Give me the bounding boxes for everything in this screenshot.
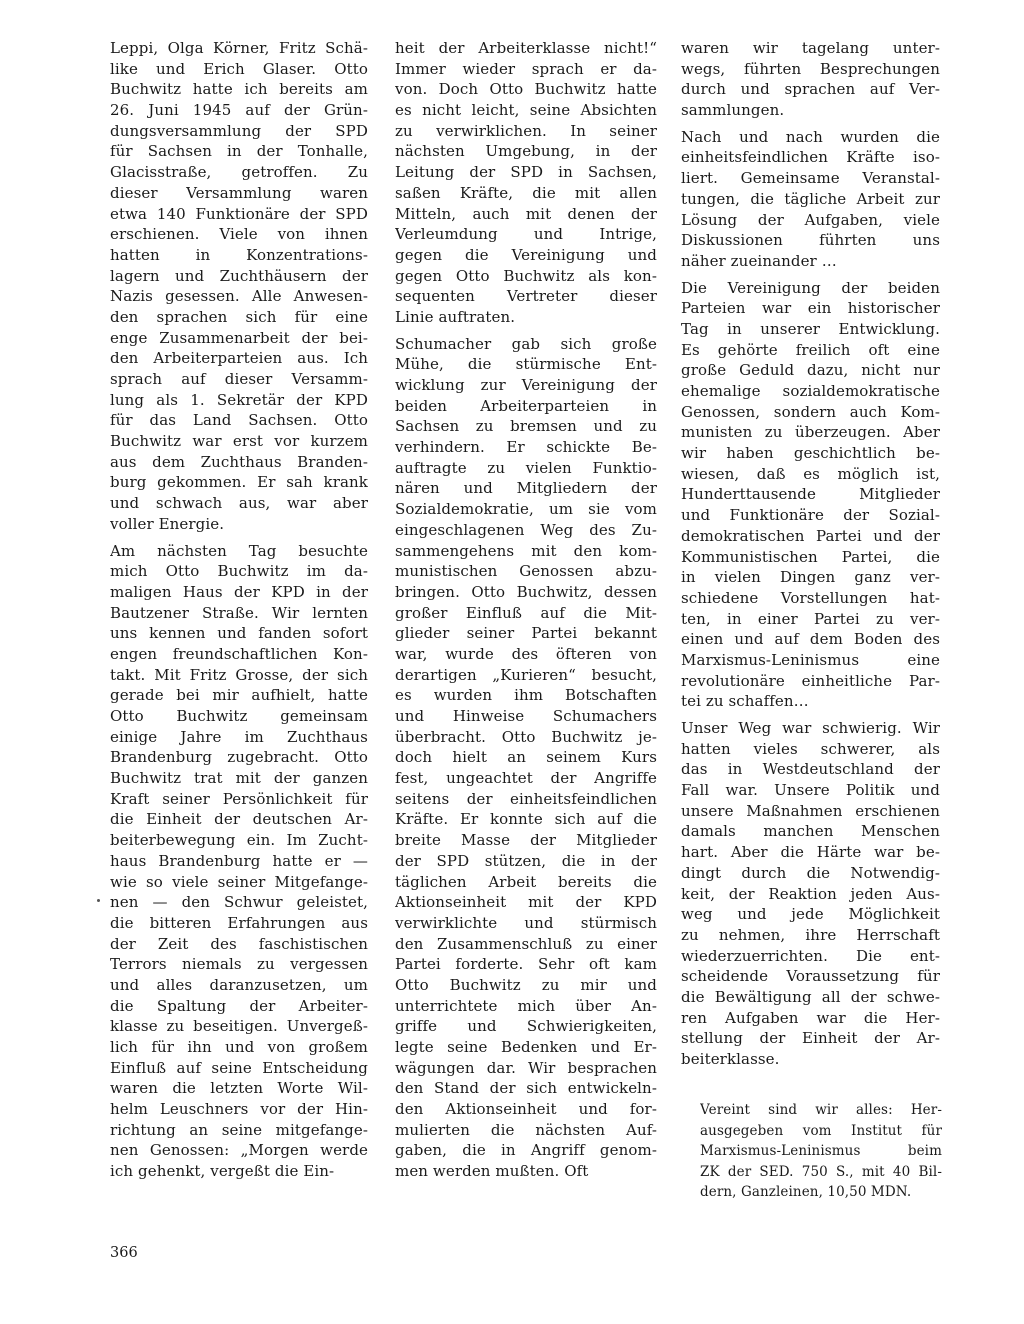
paragraph (110, 38, 368, 535)
text-line: die Einheit der deutschen Ar- (110, 810, 368, 829)
text-line: uns kennen und fanden sofort (110, 624, 368, 643)
text-line: großer Einfluß auf die Mit- (395, 603, 657, 622)
text-line: breite Masse der Mitglieder (395, 831, 657, 850)
text-line: ren Aufgaben war die Her- (681, 1008, 940, 1027)
text-line: fest, ungeachtet der Angriffe (395, 769, 657, 788)
text-line: maligen Haus der KPD in der (110, 582, 368, 601)
text-line: Leppi, Olga Körner, Fritz Schä- (110, 39, 368, 57)
text-line: Buchwitz hatte ich bereits am (110, 80, 368, 99)
text-line: die Bewältigung all der schwe- (681, 987, 940, 1006)
text-line: durch und sprachen auf Ver- (681, 80, 940, 99)
text-line: dingt durch die Notwendig- (681, 863, 940, 882)
text-line: mich Otto Buchwitz im da- (110, 562, 368, 581)
text-line: beiterbewegung ein. Im Zucht- (110, 831, 368, 850)
text-line: Diskussionen führten uns (681, 231, 940, 250)
text-line: Parteien war ein historischer (681, 299, 940, 318)
text-line: in vielen Dingen ganz ver- (681, 568, 940, 587)
text-line: scheidende Voraussetzung für (681, 967, 940, 986)
text-line: einige Jahre im Zuchthaus (110, 727, 368, 746)
text-line: Hunderttausende Mitglieder (681, 485, 940, 504)
text-line: Aktionseinheit mit der KPD (395, 893, 657, 912)
text-line: verwirklichte und stürmisch (395, 913, 657, 932)
text-line: die bitteren Erfahrungen aus (110, 913, 368, 932)
paragraph (681, 127, 940, 272)
text-line: lich für ihn und von großem (110, 1038, 368, 1056)
text-line: den Zusammenschluß zu einer (395, 934, 657, 953)
text-line: die Spaltung der Arbeiter- (110, 996, 368, 1015)
text-column-left (110, 38, 368, 1188)
text-line: und Hinweise Schumachers (395, 707, 657, 725)
text-line: enge Zusammenarbeit der bei- (110, 328, 368, 347)
text-line: nen Genossen: „Morgen werde (110, 1141, 368, 1160)
text-line: wägungen dar. Wir besprachen (395, 1058, 657, 1077)
text-line: Buchwitz trat mit der ganzen (110, 769, 368, 788)
text-line: hatten vieles schwerer, als (681, 739, 940, 758)
paragraph (681, 718, 940, 1070)
text-line: richtung an seine mitgefange- (110, 1120, 368, 1139)
text-line: lagern und Zuchthäusern der (110, 266, 368, 285)
paragraph (681, 278, 940, 712)
text-line: men werden mußten. Oft (395, 1162, 589, 1181)
text-line: den sprachen sich für eine (110, 307, 368, 326)
text-line: munistischen Genossen abzu- (395, 562, 657, 581)
paragraph (110, 541, 368, 1182)
text-line: derartigen „Kurieren“ besucht, (395, 665, 657, 684)
text-line: dern, Ganzleinen, 10,50 MDN. (700, 1184, 912, 1201)
text-line: wegs, führten Besprechungen (681, 59, 940, 78)
text-line: Bautzener Straße. Wir lernten (110, 603, 368, 622)
text-line: legte seine Bedenken und Er- (395, 1038, 657, 1056)
text-line: Buchwitz war erst vor kurzem (110, 432, 368, 451)
text-line: ich gehenkt, vergeßt die Ein- (110, 1162, 335, 1181)
text-line: engen freundschaftlichen Kon- (110, 644, 368, 663)
text-line: den Aktionseinheit und for- (395, 1100, 657, 1119)
text-line: Nach und nach wurden die (681, 127, 940, 146)
text-line: ZK der SED. 750 S., mit 40 Bil- (700, 1163, 942, 1180)
text-line: täglichen Arbeit bereits die (395, 872, 657, 891)
text-line: waren die letzten Worte Wil- (110, 1079, 368, 1098)
text-line: helm Leuschners vor der Hin- (110, 1100, 368, 1119)
text-column-right (681, 38, 940, 1076)
text-line: dieser Versammlung waren (110, 183, 368, 202)
text-line: Immer wieder sprach er da- (395, 59, 657, 78)
text-line: nen — den Schwur geleistet, (110, 893, 368, 912)
text-line: seitens der einheitsfeindlichen (395, 789, 657, 808)
text-line: Mühe, die stürmische Ent- (395, 355, 657, 374)
text-line: beiterklasse. (681, 1050, 780, 1068)
text-line: den Arbeiterparteien aus. Ich (110, 349, 368, 368)
text-line: eingeschlagenen Weg des Zu- (395, 520, 657, 539)
paragraph (395, 334, 657, 1182)
text-line: hatten in Konzentrations- (110, 245, 368, 264)
text-line: für Sachsen in der Tonhalle, (110, 142, 368, 161)
text-line: von. Doch Otto Buchwitz hatte (395, 80, 657, 99)
text-line: auftragte zu vielen Funktio- (395, 458, 657, 477)
text-line: takt. Mit Fritz Grosse, der sich (110, 665, 368, 684)
text-line: beiden Arbeiterparteien in (395, 396, 657, 415)
text-line: revolutionäre einheitliche Par- (681, 671, 940, 690)
text-line: Linie auftraten. (395, 307, 516, 326)
text-line: Es gehörte freilich oft eine (681, 340, 940, 359)
text-line: Leitung der SPD in Sachsen, (395, 163, 657, 182)
text-line: mulierten die nächsten Auf- (395, 1120, 657, 1139)
text-line: etwa 140 Funktionäre der SPD (110, 204, 368, 223)
text-line: sammlungen. (681, 101, 785, 120)
text-line: Kräfte. Er konnte sich auf die (395, 810, 657, 829)
text-line: griffe und Schwierigkeiten, (395, 1017, 657, 1036)
text-line: schiedene Vorstellungen hat- (681, 588, 940, 607)
text-line: heit der Arbeiterklasse nicht!“ (395, 39, 657, 57)
text-line: Genossen, sondern auch Kom- (681, 402, 940, 421)
text-line: aus dem Zuchthaus Branden- (110, 452, 368, 471)
text-line: Otto Buchwitz gemeinsam (110, 707, 368, 725)
text-line: Partei forderte. Sehr oft kam (395, 955, 657, 974)
text-line: doch hielt an seinem Kurs (395, 748, 657, 767)
text-line: Kommunistischen Partei, die (681, 547, 940, 566)
text-line: Kraft seiner Persönlichkeit für (110, 789, 368, 808)
text-line: burg gekommen. Er sah krank (110, 473, 368, 492)
text-line: Vereint sind wir alles: Her- (700, 1102, 942, 1118)
page-number: 366 (110, 1245, 138, 1261)
text-line: Marxismus-Leninismus eine (681, 650, 940, 669)
text-line: nären und Mitgliedern der (395, 479, 657, 498)
text-line: weg und jede Möglichkeit (681, 905, 940, 924)
text-line: glieder seiner Partei bekannt (395, 624, 657, 643)
text-line: ehemalige sozialdemokratische (681, 382, 940, 400)
text-line: verhindern. Er schickte Be- (395, 438, 657, 457)
text-line: ten, in einer Partei zu ver- (681, 609, 940, 628)
text-line: und alles daranzusetzen, um (110, 975, 368, 994)
text-line: waren wir tagelang unter- (681, 39, 940, 57)
text-line: der SPD stützen, die in der (395, 851, 657, 870)
text-line: Unser Weg war schwierig. Wir (681, 719, 940, 737)
text-line: einen und auf dem Boden des (681, 630, 940, 649)
text-line: Schumacher gab sich große (395, 334, 657, 353)
text-line: klasse zu beseitigen. Unvergeß- (110, 1017, 368, 1036)
text-line: Sozialdemokratie, um sie vom (395, 500, 657, 519)
text-line: für das Land Sachsen. Otto (110, 411, 368, 430)
text-line: bringen. Otto Buchwitz, dessen (395, 582, 657, 601)
text-line: tei zu schaffen… (681, 692, 809, 711)
text-line: es wurden ihm Botschaften (395, 686, 657, 705)
text-line: war, wurde des öfteren von (395, 644, 657, 663)
text-line: demokratischen Partei und der (681, 526, 940, 545)
text-line: näher zueinander … (681, 251, 837, 270)
text-line: wiederzuerrichten. Die ent- (681, 946, 940, 965)
text-line: Terrors niemals zu vergessen (110, 955, 368, 974)
text-line: Einfluß auf seine Entscheidung (110, 1058, 368, 1077)
text-line: es nicht leicht, seine Absichten (395, 101, 657, 120)
text-line: große Geduld dazu, nicht nur (681, 361, 940, 380)
text-line: Die Vereinigung der beiden (681, 278, 940, 297)
text-line: lung als 1. Sekretär der KPD (110, 390, 368, 409)
paragraph (395, 38, 657, 328)
text-line: ausgegeben vom Institut für (700, 1122, 942, 1139)
paragraph (681, 38, 940, 121)
print-speck (97, 899, 100, 902)
text-line: nächsten Umgebung, in der (395, 142, 657, 161)
text-line: Fall war. Unsere Politik und (681, 781, 940, 800)
text-line: und Funktionäre der Sozial- (681, 506, 940, 525)
text-line: wicklung zur Vereinigung der (395, 376, 657, 394)
text-line: voller Energie. (110, 514, 225, 533)
text-line: tungen, die tägliche Arbeit zur (681, 189, 940, 208)
text-line: zu nehmen, ihre Herrschaft (681, 925, 940, 944)
text-line: gerade bei mir aufhielt, hatte (110, 686, 368, 705)
text-line: gegen Otto Buchwitz als kon- (395, 266, 657, 285)
text-line: munisten zu überzeugen. Aber (681, 423, 940, 442)
text-line: Otto Buchwitz zu mir und (395, 975, 657, 994)
text-line: den Stand der sich entwickeln- (395, 1079, 657, 1098)
text-line: wie so viele seiner Mitgefange- (110, 872, 368, 891)
book-reference-note (700, 1100, 942, 1203)
text-line: das in Westdeutschland der (681, 760, 940, 779)
text-line: erschienen. Viele von ihnen (110, 225, 368, 244)
text-line: haus Brandenburg hatte er — (110, 851, 368, 870)
text-line: dungsversammlung der SPD (110, 121, 368, 140)
text-line: gaben, die in Angriff genom- (395, 1141, 657, 1160)
text-line: überbracht. Otto Buchwitz je- (395, 727, 657, 746)
text-line: Glacisstraße, getroffen. Zu (110, 163, 368, 182)
text-line: like und Erich Glaser. Otto (110, 59, 368, 78)
text-line: Nazis gesessen. Alle Anwesen- (110, 287, 368, 306)
text-column-middle (395, 38, 657, 1188)
text-line: 26. Juni 1945 auf der Grün- (110, 101, 368, 120)
text-line: damals manchen Menschen (681, 822, 940, 841)
text-line: liert. Gemeinsame Veranstal- (681, 169, 940, 188)
text-line: Verleumdung und Intrige, (395, 225, 657, 244)
text-line: Sachsen zu bremsen und zu (395, 417, 657, 436)
text-line: sequenten Vertreter dieser (395, 287, 657, 306)
text-line: gegen die Vereinigung und (395, 245, 657, 264)
text-line: wiesen, daß es möglich ist, (681, 464, 940, 483)
text-line: einheitsfeindlichen Kräfte iso- (681, 148, 940, 167)
text-line: sammengehens mit den kom- (395, 541, 657, 560)
text-line: unterrichtete mich über An- (395, 996, 657, 1015)
text-line: sprach auf dieser Versamm- (110, 370, 368, 388)
text-line: Am nächsten Tag besuchte (110, 541, 368, 560)
text-line: wir haben geschichtlich be- (681, 444, 940, 463)
text-line: keit, der Reaktion jeden Aus- (681, 884, 940, 903)
text-line: und schwach aus, war aber (110, 494, 368, 513)
text-line: Lösung der Aufgaben, viele (681, 210, 940, 229)
text-line: unsere Maßnahmen erschienen (681, 801, 940, 820)
text-line: Marxismus-Leninismus beim (700, 1143, 942, 1160)
text-line: stellung der Einheit der Ar- (681, 1029, 940, 1048)
text-line: Tag in unserer Entwicklung. (681, 319, 940, 338)
text-line: zu verwirklichen. In seiner (395, 121, 657, 140)
text-line: saßen Kräfte, die mit allen (395, 183, 657, 202)
text-line: der Zeit des faschistischen (110, 934, 368, 953)
text-line: hart. Aber die Härte war be- (681, 843, 940, 862)
text-line: Mitteln, auch mit denen der (395, 204, 657, 223)
text-line: Brandenburg zugebracht. Otto (110, 748, 368, 767)
